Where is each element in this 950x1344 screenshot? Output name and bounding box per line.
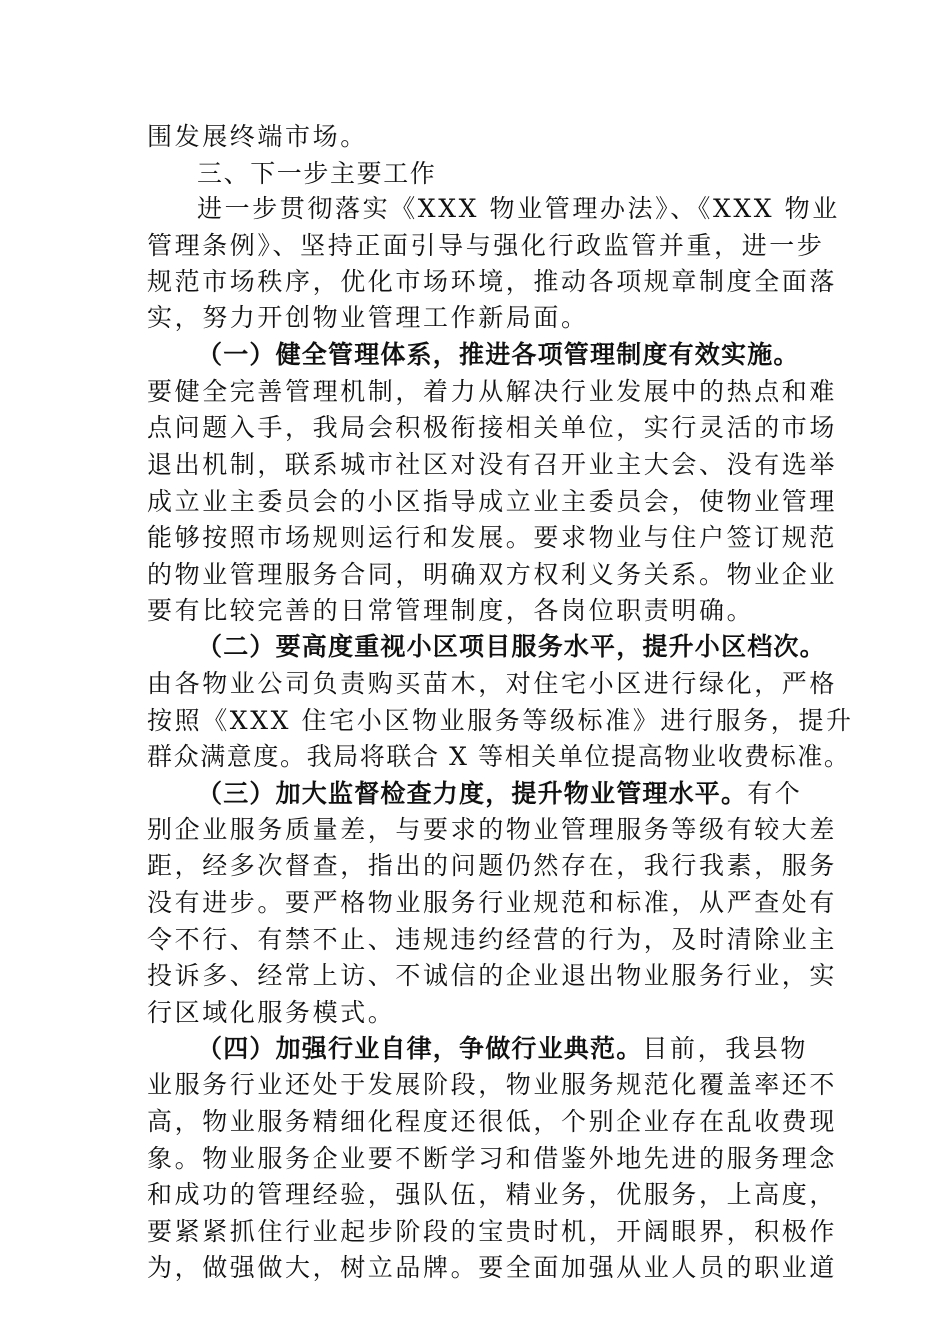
body-line: 令不行、有禁不止、违规违约经营的行为，及时清除业主 [147,925,838,954]
body-line: 为，做强做大，树立品牌。要全面加强从业人员的职业道 [147,1253,838,1282]
body-line: 业服务行业还处于发展阶段，物业服务规范化覆盖率还不 [147,1070,838,1099]
heading-text: （三）加大监督检查力度，提升物业管理水平。 [197,779,748,808]
subsection-heading-4 [0,1030,950,1068]
body-line: 没有进步。要严格物业服务行业规范和标准，从严查处有 [147,888,838,917]
heading-text: （一）健全管理体系，推进各项管理制度有效实施。 [197,340,800,369]
body-line: 行区域化服务模式。 [147,998,396,1027]
body-line: 高，物业服务精细化程度还很低，个别企业存在乱收费现 [147,1107,838,1136]
body-line: 要健全完善管理机制，着力从解决行业发展中的热点和难 [147,377,838,406]
body-line: 象。物业服务企业要不断学习和借鉴外地先进的服务理念 [147,1144,838,1173]
body-line: 的物业管理服务合同，明确双方权利义务关系。物业企业 [147,560,838,589]
body-line: 要有比较完善的日常管理制度，各岗位职责明确。 [147,596,755,625]
subsection-heading-1 [0,336,950,374]
body-line: 距，经多次督查，指出的问题仍然存在，我行我素，服务 [147,851,838,880]
body-line: 退出机制，联系城市社区对没有召开业主大会、没有选举 [147,450,838,479]
subsection-heading-3 [0,775,950,813]
heading-text: （四）加强行业自律，争做行业典范。 [197,1034,643,1063]
body-line: 管理条例》、坚持正面引导与强化行政监管并重，进一步 [147,231,825,260]
body-line: 投诉多、经常上访、不诚信的企业退出物业服务行业，实 [147,961,838,990]
body-line: 别企业服务质量差，与要求的物业管理服务等级有较大差 [147,815,838,844]
body-line: 成立业主委员会的小区指导成立业主委员会，使物业管理 [147,487,838,516]
body-line: 要紧紧抓住行业起步阶段的宝贵时机，开阔眼界，积极作 [147,1217,838,1246]
body-line: 规范市场秩序，优化市场环境，推动各项规章制度全面落 [147,267,838,296]
body-line: 围发展终端市场。 [147,122,368,151]
subsection-heading-2 [0,628,950,666]
body-line: 能够按照市场规则运行和发展。要求物业与住户签订规范 [147,523,838,552]
heading-continuation: 有个 [747,779,803,808]
body-line: 实，努力开创物业管理工作新局面。 [147,303,589,332]
body-line: 进一步贯彻落实《XXX 物业管理办法》、《XXX 物业 [197,194,840,223]
section-title: 三、下一步主要工作 [197,159,437,188]
heading-continuation: 目前，我县物 [642,1034,809,1063]
body-line: 点问题入手，我局会积极衔接相关单位，实行灵活的市场 [147,413,838,442]
heading-text: （二）要高度重视小区项目服务水平，提升小区档次。 [197,632,826,661]
body-line: 由各物业公司负责购买苗木，对住宅小区进行绿化，严格 [147,669,838,698]
body-line: 和成功的管理经验，强队伍，精业务，优服务，上高度， [147,1180,838,1209]
body-line: 按照《XXX 住宅小区物业服务等级标准》进行服务，提升 [147,706,854,735]
body-line: 群众满意度。我局将联合 X 等相关单位提高物业收费标准。 [147,742,851,771]
